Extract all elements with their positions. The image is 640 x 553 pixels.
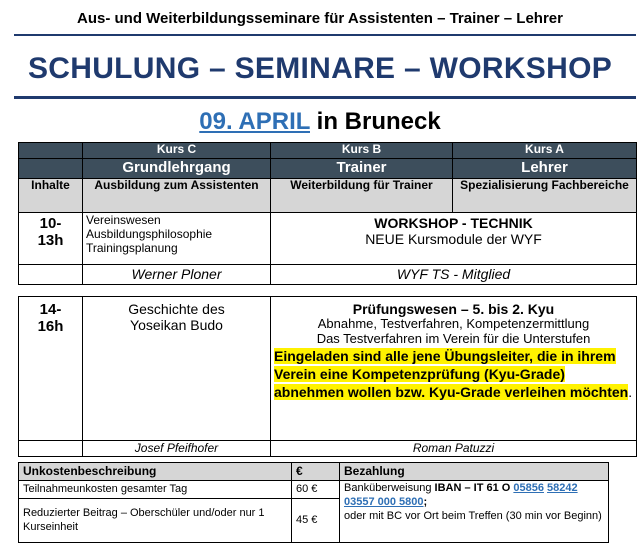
course-topic-a: Spezialisierung Fachbereiche — [453, 179, 637, 213]
workshop-subtitle: NEUE Kursmodule der WYF — [365, 231, 542, 248]
costs-row2-desc: Reduzierter Beitrag – Oberschüler und/oder nur 1 Kurseinheit — [19, 499, 292, 543]
course-name-a: Lehrer — [453, 159, 637, 179]
course-code-b: Kurs B — [271, 143, 453, 159]
payment-prefix: Banküberweisung — [344, 482, 435, 494]
costs-row1-price: 60 € — [292, 481, 340, 499]
payment-iban-end: ; — [423, 495, 428, 508]
event-date[interactable]: 09. APRIL — [199, 108, 310, 135]
course-name-c: Grundlehrgang — [83, 159, 271, 179]
instructor-morning-right: WYF TS - Mitglied — [271, 265, 637, 285]
schedule-table-afternoon — [18, 296, 637, 457]
exam-title: Prüfungswesen – 5. bis 2. Kyu — [352, 301, 555, 317]
workshop-title: WORKSHOP - TECHNIK — [374, 215, 533, 231]
costs-row1-desc: Teilnahmeunkosten gesamter Tag — [19, 481, 292, 499]
course-topic-b: Weiterbildung für Trainer — [271, 179, 453, 213]
session-morning-topics: Vereinswesen Ausbildungsphilosophie Trainingsplanung — [83, 213, 271, 265]
payment-iban-link-2[interactable]: 58242 03557 000 5800 — [344, 482, 578, 508]
costs-row-full-day — [19, 481, 609, 499]
schedule-table-morning — [18, 142, 637, 285]
costs-head-desc: Unkostenbeschreibung — [19, 463, 292, 481]
session-afternoon-exam — [271, 297, 637, 441]
course-topic-row — [19, 179, 637, 213]
course-code-a: Kurs A — [453, 143, 637, 159]
instructor-morning-row — [19, 265, 637, 285]
exam-line-2: Das Testverfahren im Verein für die Unterstufen — [316, 331, 591, 347]
payment-iban-link-1[interactable]: 05856 — [513, 482, 544, 494]
instructor-afternoon-right: Roman Patuzzi — [271, 441, 637, 457]
session-afternoon-row — [19, 297, 637, 441]
event-location: in Bruneck — [310, 108, 441, 135]
exam-invitation — [274, 347, 633, 402]
course-name-b: Trainer — [271, 159, 453, 179]
costs-row2-price: 45 € — [292, 499, 340, 543]
course-code-c: Kurs C — [83, 143, 271, 159]
course-topic-c: Ausbildung zum Assistenten — [83, 179, 271, 213]
empty-cell — [19, 441, 83, 457]
divider-bottom — [14, 96, 636, 99]
page-title: SCHULUNG – SEMINARE – WORKSHOP — [27, 52, 613, 85]
empty-cell — [19, 265, 83, 285]
instructor-afternoon-row — [19, 441, 637, 457]
costs-table — [18, 462, 609, 543]
course-code-row — [19, 143, 637, 159]
exam-invitation-highlight: Eingeladen sind alle jene Übungsleiter, die in ihrem Verein eine Kompetenzprüfung (Kyu-Grade) abnehmen wollen bzw. Kyu-Grade verleihen möchten — [274, 347, 629, 401]
inhalte-label: Inhalte — [19, 179, 83, 213]
session-afternoon-time: 14- 16h — [19, 297, 83, 441]
payment-iban-label: IBAN – IT 61 O — [434, 482, 514, 494]
course-name-row — [19, 159, 637, 179]
divider-top — [14, 34, 636, 36]
top-line: Aus- und Weiterbildungsseminare für Assistenten – Trainer – Lehrer — [77, 10, 563, 27]
payment-info — [340, 481, 609, 543]
session-afternoon-topic: Geschichte des Yoseikan Budo — [83, 297, 271, 441]
instructor-morning-left: Werner Ploner — [83, 265, 271, 285]
exam-line-1: Abnahme, Testverfahren, Kompetenzermittlung — [317, 316, 590, 332]
exam-invitation-end: . — [628, 384, 633, 401]
session-morning-workshop — [271, 213, 637, 265]
empty-header-cell — [19, 159, 83, 179]
payment-alternative: oder mit BC vor Ort beim Treffen (30 min vor Beginn) — [344, 509, 602, 522]
empty-header-cell — [19, 143, 83, 159]
costs-header-row — [19, 463, 609, 481]
costs-head-pay: Bezahlung — [340, 463, 609, 481]
costs-head-price: € — [292, 463, 340, 481]
instructor-afternoon-left: Josef Pfeifhofer — [83, 441, 271, 457]
session-morning-time: 10- 13h — [19, 213, 83, 265]
event-date-line — [0, 108, 640, 136]
session-morning-row — [19, 213, 637, 265]
